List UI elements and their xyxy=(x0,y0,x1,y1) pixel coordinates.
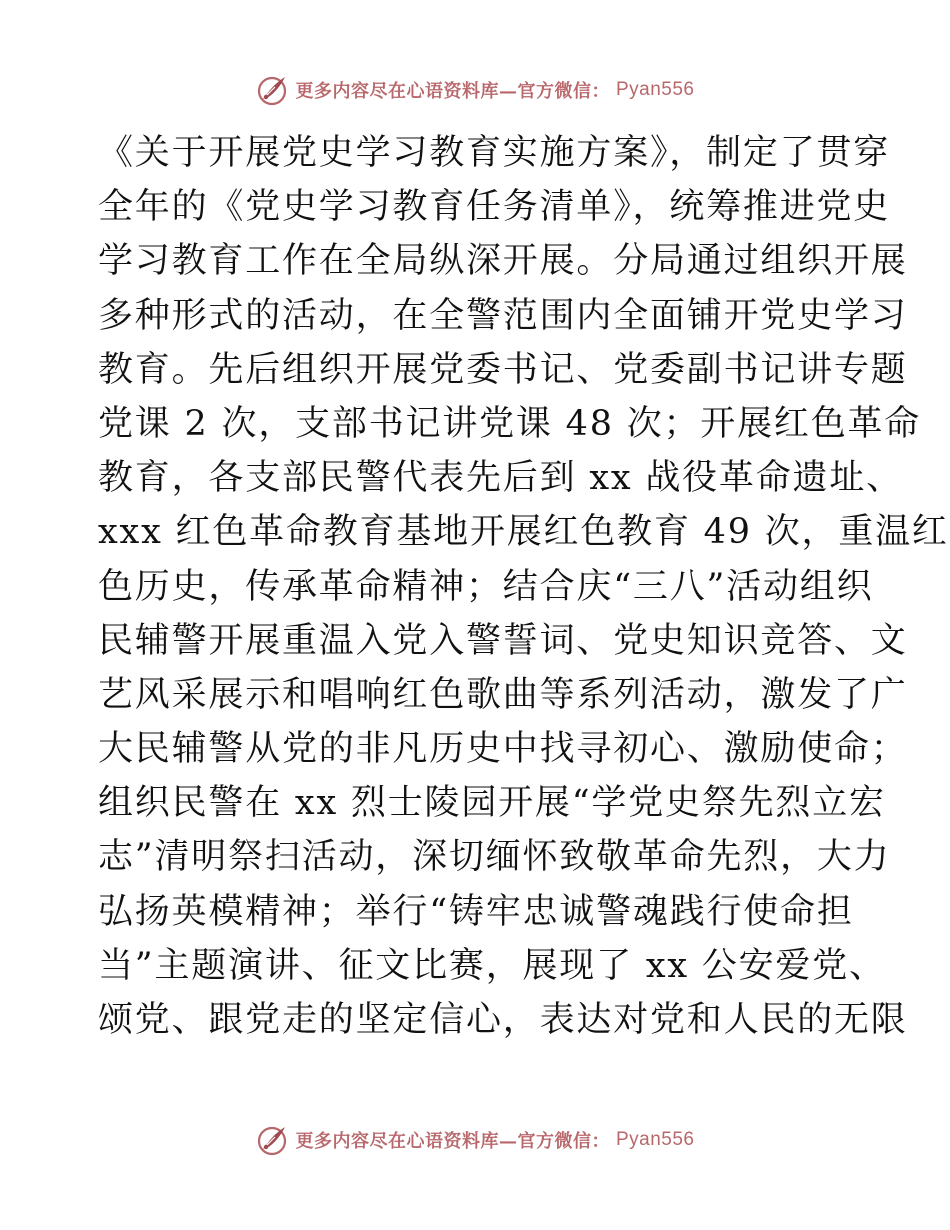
text-line: 多种形式的活动，在全警范围内全面铺开党史学习 xyxy=(98,295,908,336)
text-line: xxx 红色革命教育基地开展红色教育 49 次，重温红 xyxy=(98,512,949,553)
text-line: 色历史，传承革命精神；结合庆“三八”活动组织 xyxy=(98,566,874,607)
text-line: 志”清明祭扫活动，深切缅怀致敬革命先烈，大力 xyxy=(98,837,891,878)
text-line: 民辅警开展重温入党入警誓词、党史知识竞答、文 xyxy=(98,620,908,661)
text-line: 弘扬英模精神；举行“铸牢忠诚警魂践行使命担 xyxy=(98,891,854,932)
text-line: 学习教育工作在全局纵深开展。分局通过组织开展 xyxy=(98,241,908,282)
document-body xyxy=(98,126,949,1047)
feather-logo-icon xyxy=(255,73,289,107)
watermark-wechat-id: Pyan556 xyxy=(615,79,695,100)
watermark-wechat-id: Pyan556 xyxy=(615,1129,695,1150)
text-line: 当”主题演讲、征文比赛，展现了 xx 公安爱党、 xyxy=(98,945,886,986)
watermark-text: 更多内容尽在心语资料库—官方微信： xyxy=(295,81,610,102)
text-line: 教育。先后组织开展党委书记、党委副书记讲专题 xyxy=(98,349,908,390)
feather-logo-icon xyxy=(255,1123,289,1157)
text-line: 全年的《党史学习教育任务清单》，统筹推进党史 xyxy=(98,187,891,228)
text-line: 艺风采展示和唱响红色歌曲等系列活动，激发了广 xyxy=(98,674,908,715)
text-line: 教育，各支部民警代表先后到 xx 战役革命遗址、 xyxy=(98,458,903,499)
text-line: 颂党、跟党走的坚定信心，表达对党和人民的无限 xyxy=(98,1000,908,1040)
text-line: 大民辅警从党的非凡历史中找寻初心、激励使命； xyxy=(98,729,908,770)
text-line: 《关于开展党史学习教育实施方案》，制定了贯穿 xyxy=(98,133,891,173)
text-line: 组织民警在 xx 烈士陵园开展“学党史祭先烈立宏 xyxy=(98,783,886,824)
watermark-text: 更多内容尽在心语资料库—官方微信： xyxy=(295,1131,610,1152)
header-watermark xyxy=(0,70,950,110)
footer-watermark xyxy=(0,1120,950,1160)
text-line: 党课 2 次，支部书记讲党课 48 次；开展红色革命 xyxy=(98,403,922,444)
